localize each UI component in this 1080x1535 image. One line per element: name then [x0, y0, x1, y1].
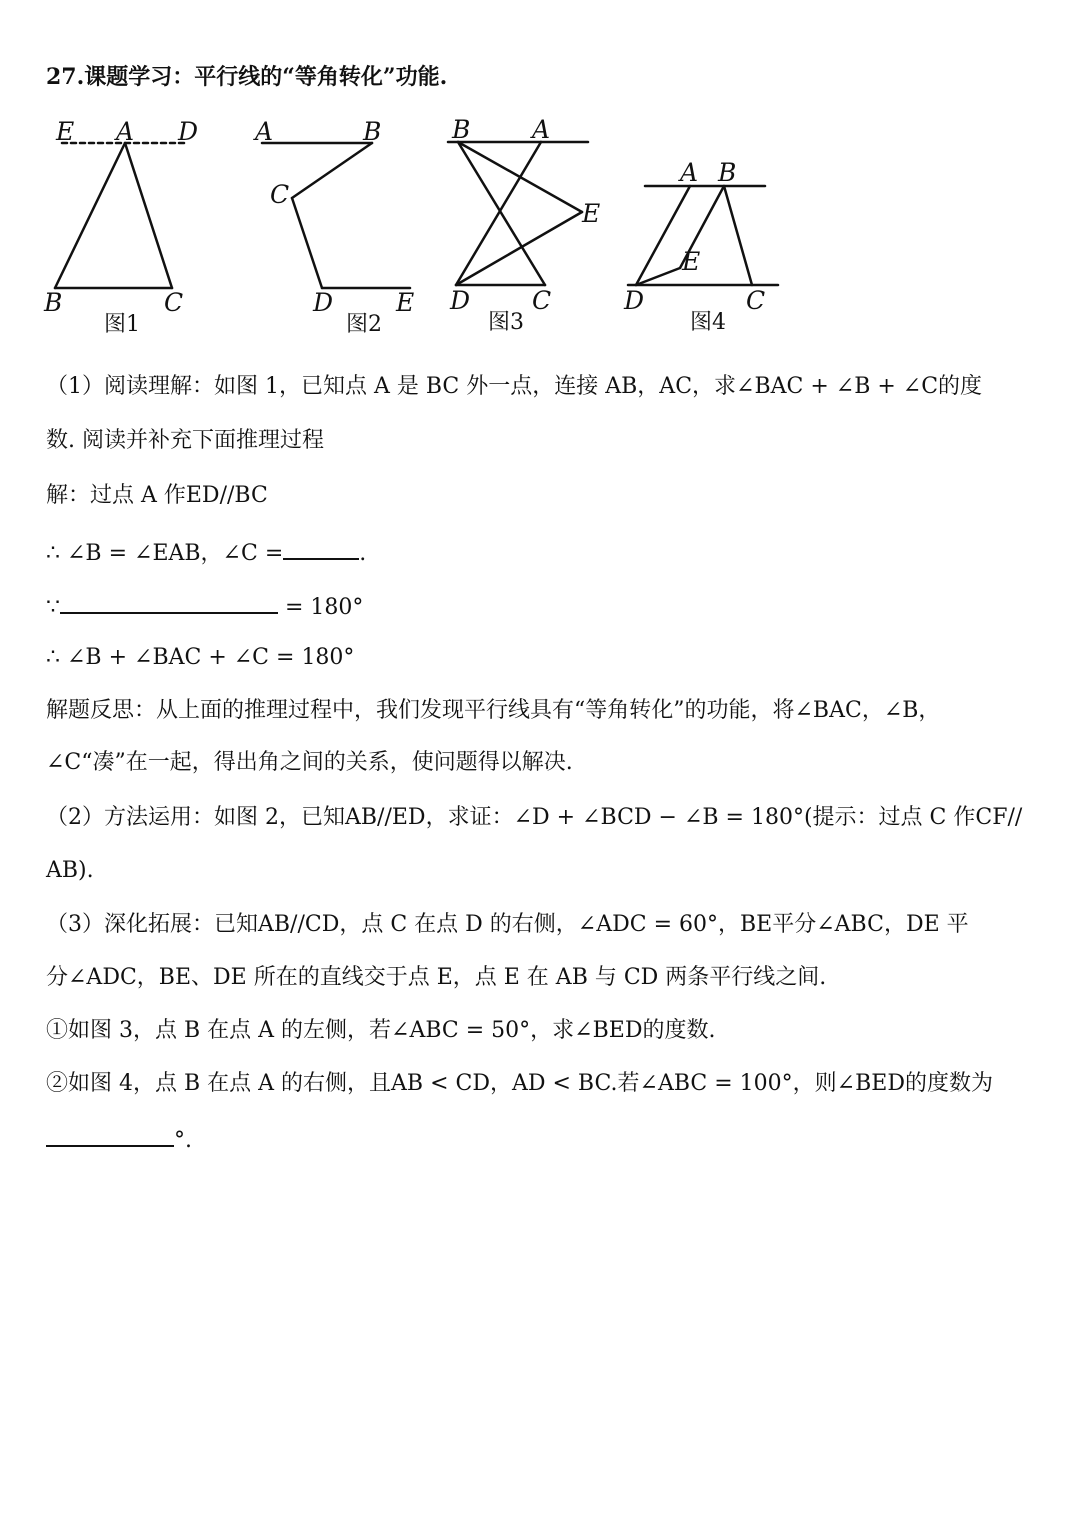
- fig2-label-a: A: [255, 117, 274, 146]
- part1-step3: ∴ ∠B + ∠BAC + ∠C = 180°: [46, 645, 355, 670]
- fig2-line-cd: [292, 198, 322, 288]
- fig3-label-c: C: [532, 286, 552, 315]
- part3-question1: ①如图 3，点 B 在点 A 的左侧，若∠ABC = 50°，求∠BED的度数.: [46, 1018, 716, 1043]
- fig4-label-a: A: [680, 158, 699, 187]
- part1-reflection2: ∠C“凑”在一起，得出角之间的关系，使问题得以解决.: [46, 750, 573, 775]
- fig1-label-b: B: [44, 288, 63, 317]
- fig3-caption: 图3: [488, 310, 524, 335]
- fig3-line-bc: [458, 142, 545, 285]
- part3-question2-answer: [46, 1123, 192, 1156]
- fig4-label-c: C: [746, 286, 766, 315]
- fig2-label-b: B: [363, 117, 382, 146]
- answer-blank-angle-bed[interactable]: [46, 1123, 174, 1147]
- fig4-label-b: B: [718, 158, 737, 187]
- fig1-side-ab: [55, 143, 125, 288]
- fig4-label-e: E: [682, 247, 701, 276]
- fig1-label-a: A: [116, 117, 135, 146]
- fig1-caption: 图1: [104, 312, 140, 337]
- fig1-side-ac: [125, 143, 172, 288]
- fig2-label-d: D: [313, 288, 334, 317]
- part3-q2-suffix: °.: [174, 1128, 192, 1153]
- fig3-label-e: E: [582, 199, 601, 228]
- part1-step2-prefix: ∵: [46, 595, 60, 620]
- fig2-label-c: C: [270, 180, 290, 209]
- fig1-label-d: D: [178, 117, 199, 146]
- part1-step2: [46, 590, 363, 623]
- fig4-line-bc: [724, 186, 752, 285]
- part2-line2: AB).: [46, 858, 94, 883]
- part1-solution-start: 解：过点 A 作ED//BC: [46, 483, 268, 508]
- fig3-label-d: D: [450, 286, 471, 315]
- figures-panel: [0, 0, 1080, 350]
- fig2-line-bc: [292, 143, 372, 198]
- answer-blank-angle-sum[interactable]: [60, 590, 278, 614]
- part2-line1: （2）方法运用：如图 2，已知AB//ED，求证：∠D + ∠BCD − ∠B = 180°(提示：过点 C 作CF//: [46, 805, 1023, 830]
- part1-step1-suffix: .: [359, 541, 367, 566]
- fig1-label-c: C: [164, 288, 184, 317]
- part1-reflection1: 解题反思：从上面的推理过程中，我们发现平行线具有“等角转化”的功能，将∠BAC，∠B，: [46, 698, 941, 723]
- fig3-label-b: B: [452, 115, 471, 144]
- fig3-line-de: [456, 212, 582, 285]
- part1-step1-prefix: ∴ ∠B = ∠EAB，∠C =: [46, 541, 284, 566]
- part3-question2: ②如图 4，点 B 在点 A 的右侧，且AB < CD，AD < BC.若∠ABC = 100°，则∠BED的度数为: [46, 1071, 993, 1096]
- fig3-line-be: [458, 142, 582, 212]
- answer-blank-angle-c[interactable]: [283, 536, 359, 560]
- fig2-label-e: E: [396, 288, 415, 317]
- part1-line2: 数. 阅读并补充下面推理过程: [46, 428, 324, 453]
- fig4-label-d: D: [624, 286, 645, 315]
- fig4-caption: 图4: [690, 310, 726, 335]
- fig3-label-a: A: [532, 115, 551, 144]
- part1-step2-suffix: = 180°: [285, 595, 364, 620]
- fig2-caption: 图2: [346, 312, 382, 337]
- part1-line1: （1）阅读理解：如图 1，已知点 A 是 BC 外一点，连接 AB，AC，求∠BAC + ∠B + ∠C的度: [46, 374, 983, 399]
- part3-line1: （3）深化拓展：已知AB//CD，点 C 在点 D 的右侧，∠ADC = 60°，BE平分∠ABC，DE 平: [46, 912, 969, 937]
- fig1-label-e: E: [56, 117, 75, 146]
- part3-line2: 分∠ADC，BE、DE 所在的直线交于点 E，点 E 在 AB 与 CD 两条平行线之间.: [46, 965, 827, 990]
- part1-step1: [46, 536, 366, 569]
- problem-title: 27.课题学习：平行线的“等角转化”功能.: [46, 64, 448, 90]
